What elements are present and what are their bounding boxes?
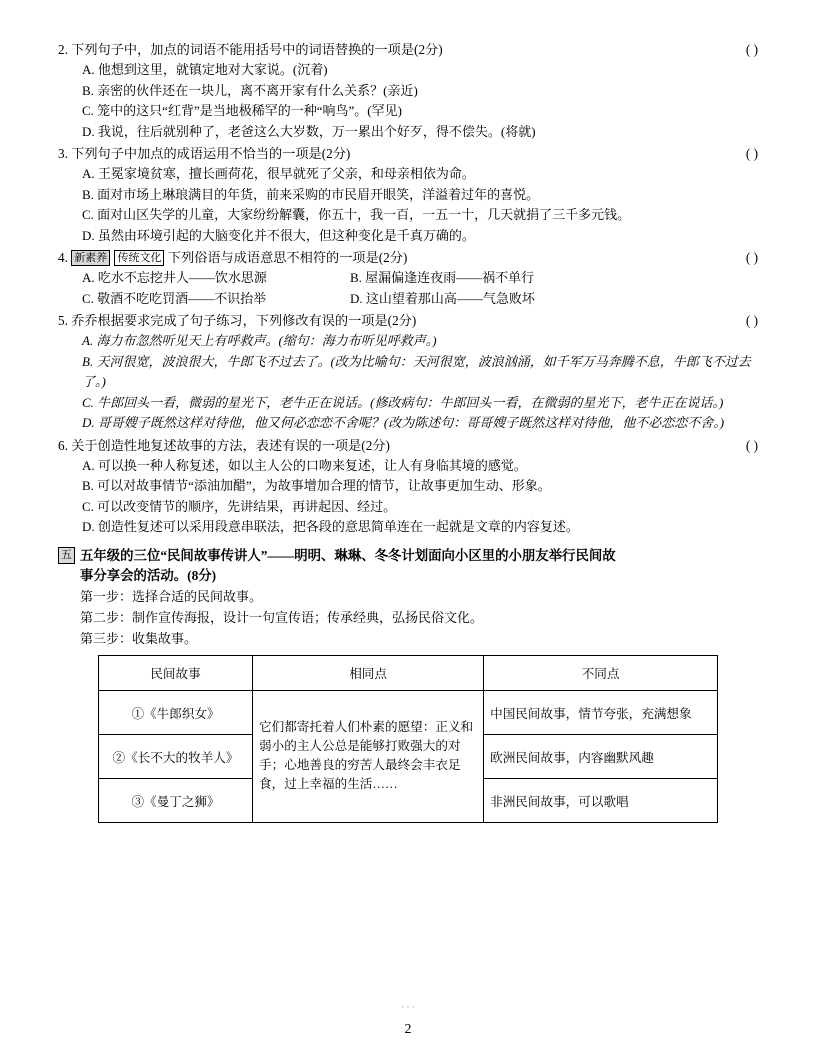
question-6-option-d[interactable]: D. 创造性复述可以采用段意串联法，把各段的意思简单连在一起就是文章的内容复述。	[82, 519, 579, 534]
table-cell-same-merged: 它们都寄托着人们朴素的愿望：正义和弱小的主人公总是能够打败强大的对手；心地善良的穷苦人最终会丰衣足食，过上幸福的生活……	[253, 690, 484, 822]
section-five-step-1: 第一步：选择合适的民间故事。	[80, 588, 263, 604]
question-5-stem: 乔乔根据要求完成了句子练习，下列修改有误的一项是(2分)	[71, 313, 417, 328]
question-2-number: 2.	[58, 42, 68, 57]
section-five-number: 五	[58, 547, 75, 564]
footer-dots: · · ·	[401, 1002, 415, 1012]
question-5	[58, 311, 758, 434]
badge-new-literacy: 新素养	[71, 250, 110, 266]
question-6-option-c[interactable]: C. 可以改变情节的顺序，先讲结果，再讲起因、经过。	[82, 498, 397, 514]
question-3-option-d[interactable]: D. 虽然由环境引起的大脑变化并不很大，但这种变化是千真万确的。	[82, 227, 475, 243]
table-cell-diff-2: 欧洲民间故事，内容幽默风趣	[484, 734, 718, 778]
table-header-row	[99, 655, 718, 690]
question-6-stem: 关于创造性地复述故事的方法，表述有误的一项是(2分)	[71, 437, 390, 453]
question-4	[58, 248, 758, 309]
table-cell-diff-3: 非洲民间故事，可以歌唱	[484, 778, 718, 822]
question-4-option-row-1	[58, 268, 758, 289]
question-3	[58, 144, 758, 246]
section-five-title-line2: 事分享会的活动。(8分)	[80, 567, 217, 583]
question-2-option-a[interactable]: A. 他想到这里，就镇定地对大家说。(沉着)	[82, 62, 328, 77]
table-cell-story-3: ③《曼丁之狮》	[99, 778, 253, 822]
section-five-step-2: 第二步：制作宣传海报，设计一句宣传语；传承经典，弘扬民俗文化。	[80, 609, 484, 625]
question-3-stem: 下列句子中加点的成语运用不恰当的一项是(2分)	[71, 146, 351, 161]
question-3-option-a[interactable]: A. 王冕家境贫寒，擅长画荷花，很早就死了父亲，和母亲相依为命。	[82, 166, 475, 181]
question-3-number: 3.	[58, 146, 68, 161]
question-5-number: 5.	[58, 313, 68, 328]
question-5-option-c[interactable]: C. 牛郎回头一看，微弱的星光下，老牛正在说话。(修改病句：牛郎回头一看，在微弱的星光下，老牛正在说话。)	[82, 394, 724, 410]
question-6-number: 6.	[58, 437, 68, 453]
question-4-option-a[interactable]: A. 吃水不忘挖井人——饮水思源	[82, 270, 267, 285]
table-cell-story-2: ②《长不大的牧羊人》	[99, 734, 253, 778]
table-cell-story-1: ①《牛郎织女》	[99, 690, 253, 734]
section-five-heading	[58, 546, 758, 586]
question-2-option-b[interactable]: B. 亲密的伙伴还在一块儿，离不离开家有什么关系？(亲近)	[82, 82, 418, 98]
question-4-number: 4.	[58, 250, 68, 265]
section-five-step-3: 第三步：收集故事。	[80, 630, 198, 646]
question-6-stem-line	[58, 436, 758, 456]
question-6-answer-blank[interactable]: ( )	[745, 437, 758, 453]
page-number: 2	[404, 1022, 412, 1037]
question-3-option-c[interactable]: C. 面对山区失学的儿童，大家纷纷解囊，你五十，我一百，一五一十，几天就捐了三千多元钱。	[82, 207, 631, 222]
question-4-stem: 下列俗语与成语意思不相符的一项是(2分)	[167, 250, 408, 265]
question-2-stem-line	[58, 40, 758, 60]
folk-story-table	[98, 655, 718, 823]
question-2-stem: 下列句子中，加点的词语不能用括号中的词语替换的一项是(2分)	[71, 42, 443, 57]
question-5-option-b[interactable]: B. 天河很宽，波浪很大，牛郎飞不过去了。(改为比喻句：天河很宽，波浪汹涌，如千军万马奔腾不息，牛郎飞不过去了。)	[82, 353, 751, 389]
question-2-option-d[interactable]: D. 我说，往后就别种了，老爸这么大岁数，万一累出个好歹，得不偿失。(将就)	[82, 123, 536, 139]
table-row	[99, 690, 718, 734]
section-five-title-line1: 五年级的三位“民间故事传讲人”——明明、琳琳、冬冬计划面向小区里的小朋友举行民间故	[80, 547, 616, 563]
badge-traditional-culture: 传统文化	[114, 250, 164, 266]
question-3-answer-blank[interactable]: ( )	[745, 146, 758, 161]
table-header-story: 民间故事	[99, 655, 253, 690]
table-header-diff: 不同点	[484, 655, 718, 690]
question-5-answer-blank[interactable]: ( )	[745, 313, 758, 328]
question-4-stem-line	[58, 248, 758, 268]
question-5-option-a[interactable]: A. 海力布忽然听见天上有呼救声。(缩句：海力布听见呼救声。)	[82, 333, 437, 348]
question-2-answer-blank[interactable]: ( )	[745, 42, 758, 57]
question-6-option-b[interactable]: B. 可以对故事情节“添油加醋”，为故事增加合理的情节，让故事更加生动、形象。	[82, 478, 551, 493]
question-2	[58, 40, 758, 142]
question-4-option-row-2	[58, 289, 758, 310]
question-3-option-b[interactable]: B. 面对市场上琳琅满目的年货，前来采购的市民眉开眼笑，洋溢着过年的喜悦。	[82, 186, 540, 202]
question-5-option-d[interactable]: D. 哥哥嫂子既然这样对待他，他又何必恋恋不舍呢？(改为陈述句：哥哥嫂子既然这样对待他，他不必恋恋不舍。)	[82, 415, 725, 430]
question-4-option-b[interactable]: B. 屋漏偏逢连夜雨——祸不单行	[350, 270, 535, 285]
question-6-option-a[interactable]: A. 可以换一种人称复述，如以主人公的口吻来复述，让人有身临其境的感觉。	[82, 457, 527, 473]
question-5-stem-line	[58, 311, 758, 331]
question-2-option-c[interactable]: C. 笼中的这只“红背”是当地极稀罕的一种“响鸟”。(罕见)	[82, 103, 402, 118]
question-4-option-c[interactable]: C. 敬酒不吃吃罚酒——不识抬举	[82, 290, 267, 306]
question-4-answer-blank[interactable]: ( )	[745, 250, 758, 265]
question-4-option-d[interactable]: D. 这山望着那山高——气急败坏	[350, 290, 535, 306]
question-6	[58, 436, 758, 538]
table-cell-diff-1: 中国民间故事，情节夸张，充满想象	[484, 690, 718, 734]
table-header-same: 相同点	[253, 655, 484, 690]
question-3-stem-line	[58, 144, 758, 164]
